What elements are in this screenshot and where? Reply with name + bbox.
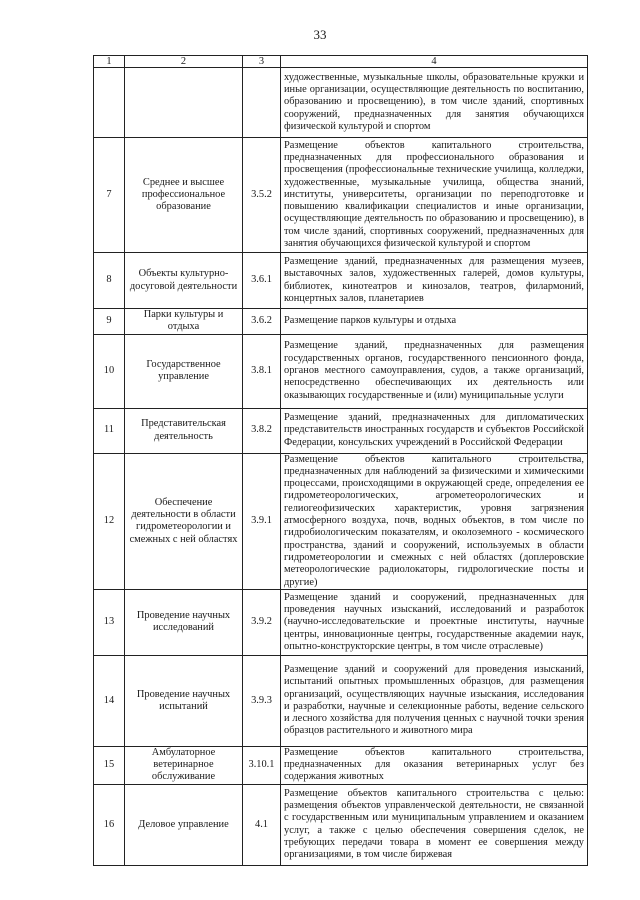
row-number: 16 xyxy=(94,784,125,865)
table-row xyxy=(94,453,588,589)
use-description: Размещение зданий и сооружений для проведения изысканий, испытаний опытных промышленных образцов, для размещения организаций, осуществляющих научные изыскания, исследования и разработки, научные и селекционные работы, ведение сельского и лесного хозяйства для получения ценных с научной точки зрения образцов растительного и животного мира xyxy=(281,655,588,746)
use-description: художественные, музыкальные школы, образовательные кружки и иные организации, осуществляющие деятельность по воспитанию, образованию и просвещению), в том числе зданий, спортивных сооружений, предназначенных для занятия обучающихся физической культурой и спортом xyxy=(281,68,588,138)
use-description: Размещение парков культуры и отдыха xyxy=(281,309,588,335)
use-name: Парки культуры и отдыха xyxy=(125,309,243,335)
use-code: 3.5.2 xyxy=(243,138,281,253)
row-number: 14 xyxy=(94,655,125,746)
use-description: Размещение объектов капитального строительства, предназначенных для наблюдений за физическими и химическими процессами, происходящими в окружающей среде, определения ее гидрометеорологических, агрометеорологических и гелиогеофизических характеристик, уровня загрязнения атмосферного воздуха, почв, водных объектов, в том числе по гидробиологическим показателям, и околоземного - космического пространства, зданий и сооружений, используемых в области гидрометеорологии и смежных с ней областях (доплеровские метеорологические радиолокаторы, гидрологические посты и другие) xyxy=(281,453,588,589)
use-code: 3.6.1 xyxy=(243,253,281,309)
header-cell-4: 4 xyxy=(281,56,588,68)
use-description: Размещение зданий, предназначенных для размещения государственных органов, государственного пенсионного фонда, органов местного самоуправления, судов, а также организаций, непосредственно обеспечивающих их деятельность или оказывающих государственные и (или) муниципальные услуги xyxy=(281,334,588,408)
table-row xyxy=(94,68,588,138)
table-row xyxy=(94,309,588,335)
table-row xyxy=(94,589,588,655)
use-description: Размещение зданий, предназначенных для размещения музеев, выставочных залов, художественных галерей, домов культуры, библиотек, кинотеатров и кинозалов, театров, филармоний, концертных залов, планетариев xyxy=(281,253,588,309)
use-code: 4.1 xyxy=(243,784,281,865)
use-description: Размещение объектов капитального строительства, предназначенных для оказания ветеринарных услуг без содержания животных xyxy=(281,746,588,784)
header-cell-2: 2 xyxy=(125,56,243,68)
use-code: 3.10.1 xyxy=(243,746,281,784)
table-row xyxy=(94,253,588,309)
row-number: 15 xyxy=(94,746,125,784)
use-name: Представительская деятельность xyxy=(125,408,243,453)
table-row xyxy=(94,746,588,784)
header-cell-3: 3 xyxy=(243,56,281,68)
row-number: 13 xyxy=(94,589,125,655)
use-name: Обеспечение деятельности в области гидрометеорологии и смежных с ней областях xyxy=(125,453,243,589)
use-name: Государственное управление xyxy=(125,334,243,408)
row-number: 10 xyxy=(94,334,125,408)
use-name: Амбулаторное ветеринарное обслуживание xyxy=(125,746,243,784)
use-description: Размещение объектов капитального строительства, предназначенных для профессионального образования и просвещения (профессиональные технические училища, колледжи, художественные, музыкальные училища, общества знаний, институты, университеты, организации по переподготовке и повышению квалификации специалистов и иные организации, осуществляющие деятельность по образованию и просвещению), в том числе зданий, спортивных сооружений, предназначенных для занятия обучающихся физической культурой и спортом xyxy=(281,138,588,253)
table-row xyxy=(94,334,588,408)
use-name: Деловое управление xyxy=(125,784,243,865)
table-header-row xyxy=(94,56,588,68)
table-row xyxy=(94,408,588,453)
row-number xyxy=(94,68,125,138)
use-name: Среднее и высшее профессиональное образование xyxy=(125,138,243,253)
use-description: Размещение зданий, предназначенных для дипломатических представительств иностранных государств и субъектов Российской Федерации, консульских учреждений в Российской Федерации xyxy=(281,408,588,453)
use-code: 3.9.2 xyxy=(243,589,281,655)
table-row xyxy=(94,138,588,253)
use-code: 3.6.2 xyxy=(243,309,281,335)
row-number: 11 xyxy=(94,408,125,453)
use-code: 3.9.3 xyxy=(243,655,281,746)
row-number: 7 xyxy=(94,138,125,253)
use-name: Проведение научных исследований xyxy=(125,589,243,655)
use-description: Размещение объектов капитального строительства с целью: размещения объектов управленческой деятельности, не связанной с государственным или муниципальным управлением и оказанием услуг, а также с целью обеспечения совершения сделок, не требующих передачи товара в момент ее совершения между организациями, в том числе биржевая xyxy=(281,784,588,865)
use-code: 3.8.1 xyxy=(243,334,281,408)
use-description: Размещение зданий и сооружений, предназначенных для проведения научных изысканий, исследований и разработок (научно-исследовательские и проектные институты, научные центры, инновационные центры, государственные академии наук, опытно-конструкторские центры, в том числе отраслевые) xyxy=(281,589,588,655)
header-cell-1: 1 xyxy=(94,56,125,68)
use-name xyxy=(125,68,243,138)
table-row xyxy=(94,784,588,865)
row-number: 12 xyxy=(94,453,125,589)
row-number: 9 xyxy=(94,309,125,335)
page-number: 33 xyxy=(313,27,327,42)
use-code xyxy=(243,68,281,138)
use-code: 3.8.2 xyxy=(243,408,281,453)
table-row xyxy=(94,655,588,746)
use-name: Объекты культурно-досуговой деятельности xyxy=(125,253,243,309)
use-name: Проведение научных испытаний xyxy=(125,655,243,746)
use-code: 3.9.1 xyxy=(243,453,281,589)
permitted-use-table xyxy=(93,55,588,866)
row-number: 8 xyxy=(94,253,125,309)
